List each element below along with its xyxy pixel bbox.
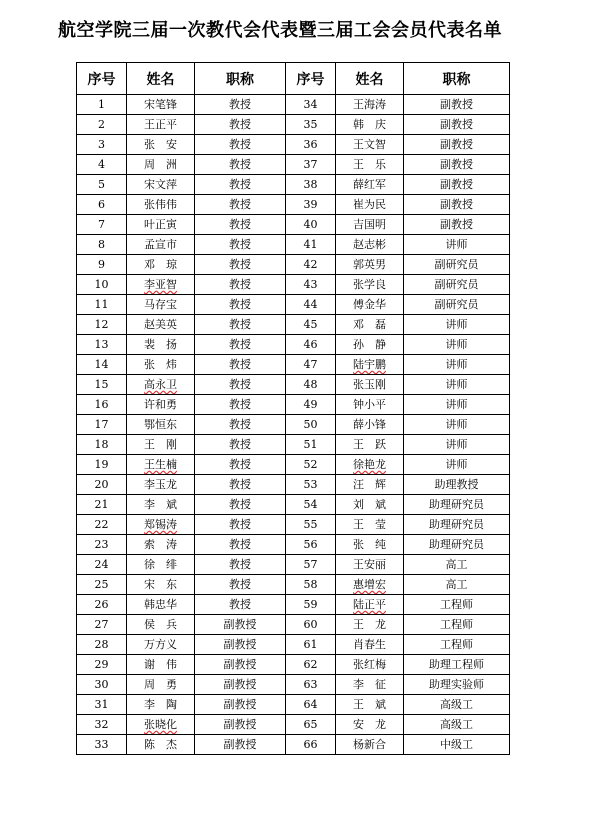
cell-title-right: 讲师 bbox=[404, 395, 510, 415]
cell-title-left: 副教授 bbox=[195, 675, 286, 695]
cell-name-left: 侯 兵 bbox=[127, 615, 195, 635]
cell-name-right: 李 征 bbox=[336, 675, 404, 695]
cell-index-left: 28 bbox=[77, 635, 127, 655]
cell-index-left: 14 bbox=[77, 355, 127, 375]
cell-name-left: 张 炜 bbox=[127, 355, 195, 375]
cell-index-right: 43 bbox=[286, 275, 336, 295]
cell-index-left: 12 bbox=[77, 315, 127, 335]
cell-index-right: 49 bbox=[286, 395, 336, 415]
cell-index-right: 53 bbox=[286, 475, 336, 495]
cell-title-right: 助理教授 bbox=[404, 475, 510, 495]
cell-index-right: 46 bbox=[286, 335, 336, 355]
cell-name-right: 张学良 bbox=[336, 275, 404, 295]
cell-title-right: 副研究员 bbox=[404, 255, 510, 275]
cell-title-left: 教授 bbox=[195, 555, 286, 575]
cell-title-left: 教授 bbox=[195, 515, 286, 535]
table-row bbox=[77, 295, 510, 315]
cell-title-right: 副教授 bbox=[404, 175, 510, 195]
cell-name-left: 谢 伟 bbox=[127, 655, 195, 675]
cell-index-left: 7 bbox=[77, 215, 127, 235]
cell-name-left: 周 勇 bbox=[127, 675, 195, 695]
cell-name-right: 吉国明 bbox=[336, 215, 404, 235]
table-row bbox=[77, 255, 510, 275]
cell-index-left: 6 bbox=[77, 195, 127, 215]
cell-index-right: 35 bbox=[286, 115, 336, 135]
cell-title-left: 教授 bbox=[195, 135, 286, 155]
cell-title-left: 教授 bbox=[195, 375, 286, 395]
cell-name-left: 王正平 bbox=[127, 115, 195, 135]
cell-title-left: 教授 bbox=[195, 295, 286, 315]
cell-title-left: 教授 bbox=[195, 215, 286, 235]
cell-title-left: 教授 bbox=[195, 535, 286, 555]
table-row bbox=[77, 615, 510, 635]
cell-title-right: 副教授 bbox=[404, 115, 510, 135]
cell-title-left: 教授 bbox=[195, 595, 286, 615]
cell-title-right: 副教授 bbox=[404, 95, 510, 115]
cell-index-right: 57 bbox=[286, 555, 336, 575]
cell-title-right: 讲师 bbox=[404, 315, 510, 335]
cell-title-left: 教授 bbox=[195, 495, 286, 515]
cell-name-right: 王 斌 bbox=[336, 695, 404, 715]
cell-name-right: 薛红军 bbox=[336, 175, 404, 195]
cell-title-right: 工程师 bbox=[404, 615, 510, 635]
table-row bbox=[77, 355, 510, 375]
cell-title-left: 教授 bbox=[195, 575, 286, 595]
cell-index-right: 62 bbox=[286, 655, 336, 675]
cell-title-right: 副教授 bbox=[404, 215, 510, 235]
header-index-left: 序号 bbox=[77, 63, 127, 95]
cell-title-right: 工程师 bbox=[404, 635, 510, 655]
table-row bbox=[77, 335, 510, 355]
table-row bbox=[77, 155, 510, 175]
table-row bbox=[77, 675, 510, 695]
cell-name-right: 王 莹 bbox=[336, 515, 404, 535]
table-row bbox=[77, 375, 510, 395]
header-title-left: 职称 bbox=[195, 63, 286, 95]
table-row bbox=[77, 495, 510, 515]
cell-name-right: 孙 静 bbox=[336, 335, 404, 355]
cell-name-left: 鄂恒东 bbox=[127, 415, 195, 435]
cell-title-left: 教授 bbox=[195, 395, 286, 415]
table-row bbox=[77, 715, 510, 735]
cell-index-left: 24 bbox=[77, 555, 127, 575]
cell-name-right: 刘 斌 bbox=[336, 495, 404, 515]
cell-name-left: 李亚智 bbox=[127, 275, 195, 295]
table-row bbox=[77, 635, 510, 655]
cell-name-right: 薛小锋 bbox=[336, 415, 404, 435]
cell-index-left: 26 bbox=[77, 595, 127, 615]
cell-title-left: 副教授 bbox=[195, 615, 286, 635]
table-row bbox=[77, 695, 510, 715]
cell-index-left: 21 bbox=[77, 495, 127, 515]
table-row bbox=[77, 595, 510, 615]
cell-name-right: 韩 庆 bbox=[336, 115, 404, 135]
cell-index-left: 25 bbox=[77, 575, 127, 595]
cell-title-right: 中级工 bbox=[404, 735, 510, 755]
cell-index-right: 60 bbox=[286, 615, 336, 635]
cell-title-left: 教授 bbox=[195, 115, 286, 135]
cell-name-right: 陆宇鹏 bbox=[336, 355, 404, 375]
roster-table bbox=[76, 62, 510, 755]
table-row bbox=[77, 575, 510, 595]
cell-name-left: 张伟伟 bbox=[127, 195, 195, 215]
cell-name-left: 赵美英 bbox=[127, 315, 195, 335]
cell-title-left: 教授 bbox=[195, 435, 286, 455]
cell-title-right: 高工 bbox=[404, 555, 510, 575]
cell-index-right: 37 bbox=[286, 155, 336, 175]
cell-name-left: 徐 绯 bbox=[127, 555, 195, 575]
cell-index-right: 42 bbox=[286, 255, 336, 275]
cell-title-right: 副研究员 bbox=[404, 275, 510, 295]
table-row bbox=[77, 455, 510, 475]
cell-index-left: 10 bbox=[77, 275, 127, 295]
cell-name-left: 万方义 bbox=[127, 635, 195, 655]
cell-index-right: 38 bbox=[286, 175, 336, 195]
cell-name-right: 王海涛 bbox=[336, 95, 404, 115]
cell-index-right: 39 bbox=[286, 195, 336, 215]
cell-name-right: 杨新合 bbox=[336, 735, 404, 755]
cell-index-right: 58 bbox=[286, 575, 336, 595]
cell-title-left: 副教授 bbox=[195, 635, 286, 655]
cell-title-left: 教授 bbox=[195, 235, 286, 255]
cell-index-right: 34 bbox=[286, 95, 336, 115]
cell-index-right: 41 bbox=[286, 235, 336, 255]
cell-index-left: 9 bbox=[77, 255, 127, 275]
cell-name-left: 高永卫 bbox=[127, 375, 195, 395]
cell-index-left: 8 bbox=[77, 235, 127, 255]
table-row bbox=[77, 135, 510, 155]
cell-title-right: 副教授 bbox=[404, 195, 510, 215]
table-row bbox=[77, 415, 510, 435]
cell-name-left: 张晓化 bbox=[127, 715, 195, 735]
cell-name-left: 宋笔锋 bbox=[127, 95, 195, 115]
cell-index-right: 47 bbox=[286, 355, 336, 375]
cell-index-left: 4 bbox=[77, 155, 127, 175]
cell-title-right: 助理研究员 bbox=[404, 515, 510, 535]
cell-name-left: 王生楠 bbox=[127, 455, 195, 475]
cell-name-right: 徐艳龙 bbox=[336, 455, 404, 475]
cell-title-left: 教授 bbox=[195, 455, 286, 475]
cell-name-left: 裴 扬 bbox=[127, 335, 195, 355]
cell-title-right: 讲师 bbox=[404, 415, 510, 435]
cell-name-left: 宋文萍 bbox=[127, 175, 195, 195]
header-row bbox=[77, 63, 510, 95]
cell-name-left: 马存宝 bbox=[127, 295, 195, 315]
table-row bbox=[77, 475, 510, 495]
table-row bbox=[77, 195, 510, 215]
cell-title-left: 教授 bbox=[195, 415, 286, 435]
cell-name-left: 许和勇 bbox=[127, 395, 195, 415]
table-row bbox=[77, 95, 510, 115]
table-row bbox=[77, 215, 510, 235]
cell-name-right: 张玉刚 bbox=[336, 375, 404, 395]
cell-name-right: 郭英男 bbox=[336, 255, 404, 275]
cell-index-left: 20 bbox=[77, 475, 127, 495]
cell-name-right: 汪 辉 bbox=[336, 475, 404, 495]
cell-name-left: 索 涛 bbox=[127, 535, 195, 555]
cell-name-right: 崔为民 bbox=[336, 195, 404, 215]
cell-title-left: 教授 bbox=[195, 195, 286, 215]
cell-title-right: 副研究员 bbox=[404, 295, 510, 315]
table-row bbox=[77, 315, 510, 335]
cell-title-left: 副教授 bbox=[195, 735, 286, 755]
cell-index-right: 48 bbox=[286, 375, 336, 395]
cell-index-right: 51 bbox=[286, 435, 336, 455]
table-row bbox=[77, 395, 510, 415]
cell-index-left: 19 bbox=[77, 455, 127, 475]
cell-title-right: 副教授 bbox=[404, 135, 510, 155]
table-row bbox=[77, 735, 510, 755]
table-row bbox=[77, 535, 510, 555]
cell-index-right: 65 bbox=[286, 715, 336, 735]
cell-name-right: 王文智 bbox=[336, 135, 404, 155]
cell-title-right: 工程师 bbox=[404, 595, 510, 615]
cell-name-left: 孟宣市 bbox=[127, 235, 195, 255]
cell-name-right: 赵志彬 bbox=[336, 235, 404, 255]
cell-title-left: 教授 bbox=[195, 255, 286, 275]
cell-name-left: 陈 杰 bbox=[127, 735, 195, 755]
table-row bbox=[77, 555, 510, 575]
cell-index-right: 63 bbox=[286, 675, 336, 695]
cell-title-left: 教授 bbox=[195, 335, 286, 355]
table-row bbox=[77, 115, 510, 135]
cell-title-right: 高级工 bbox=[404, 695, 510, 715]
cell-title-left: 教授 bbox=[195, 475, 286, 495]
cell-title-right: 讲师 bbox=[404, 435, 510, 455]
cell-index-right: 36 bbox=[286, 135, 336, 155]
cell-index-right: 54 bbox=[286, 495, 336, 515]
cell-index-left: 2 bbox=[77, 115, 127, 135]
cell-name-right: 钟小平 bbox=[336, 395, 404, 415]
cell-index-left: 15 bbox=[77, 375, 127, 395]
header-name-right: 姓名 bbox=[336, 63, 404, 95]
cell-title-right: 副教授 bbox=[404, 155, 510, 175]
cell-name-left: 韩忠华 bbox=[127, 595, 195, 615]
cell-name-left: 李玉龙 bbox=[127, 475, 195, 495]
document-title: 航空学院三届一次教代会代表暨三届工会会员代表名单 bbox=[58, 20, 502, 41]
header-index-right: 序号 bbox=[286, 63, 336, 95]
cell-index-right: 45 bbox=[286, 315, 336, 335]
cell-name-right: 王安丽 bbox=[336, 555, 404, 575]
cell-index-left: 23 bbox=[77, 535, 127, 555]
cell-index-left: 11 bbox=[77, 295, 127, 315]
cell-title-right: 助理研究员 bbox=[404, 535, 510, 555]
cell-title-left: 副教授 bbox=[195, 695, 286, 715]
cell-name-left: 邓 琼 bbox=[127, 255, 195, 275]
cell-title-left: 教授 bbox=[195, 355, 286, 375]
cell-title-right: 助理研究员 bbox=[404, 495, 510, 515]
cell-title-left: 副教授 bbox=[195, 655, 286, 675]
cell-name-left: 周 洲 bbox=[127, 155, 195, 175]
cell-title-right: 助理实验师 bbox=[404, 675, 510, 695]
cell-title-right: 讲师 bbox=[404, 335, 510, 355]
cell-index-right: 50 bbox=[286, 415, 336, 435]
cell-title-right: 讲师 bbox=[404, 235, 510, 255]
cell-title-left: 教授 bbox=[195, 315, 286, 335]
cell-title-right: 讲师 bbox=[404, 355, 510, 375]
cell-name-left: 张 安 bbox=[127, 135, 195, 155]
cell-index-right: 64 bbox=[286, 695, 336, 715]
cell-index-right: 66 bbox=[286, 735, 336, 755]
cell-index-left: 5 bbox=[77, 175, 127, 195]
cell-index-left: 29 bbox=[77, 655, 127, 675]
cell-title-left: 教授 bbox=[195, 275, 286, 295]
cell-title-right: 助理工程师 bbox=[404, 655, 510, 675]
cell-name-right: 陆正平 bbox=[336, 595, 404, 615]
cell-index-right: 59 bbox=[286, 595, 336, 615]
table-row bbox=[77, 435, 510, 455]
cell-name-right: 傅金华 bbox=[336, 295, 404, 315]
table-row bbox=[77, 275, 510, 295]
cell-name-left: 宋 东 bbox=[127, 575, 195, 595]
cell-title-right: 高工 bbox=[404, 575, 510, 595]
cell-index-left: 13 bbox=[77, 335, 127, 355]
cell-title-left: 教授 bbox=[195, 175, 286, 195]
cell-index-left: 31 bbox=[77, 695, 127, 715]
cell-index-right: 55 bbox=[286, 515, 336, 535]
cell-index-left: 27 bbox=[77, 615, 127, 635]
cell-name-left: 李 斌 bbox=[127, 495, 195, 515]
cell-title-left: 教授 bbox=[195, 95, 286, 115]
header-name-left: 姓名 bbox=[127, 63, 195, 95]
cell-name-right: 王 龙 bbox=[336, 615, 404, 635]
cell-name-right: 惠增宏 bbox=[336, 575, 404, 595]
cell-title-right: 高级工 bbox=[404, 715, 510, 735]
header-title-right: 职称 bbox=[404, 63, 510, 95]
cell-title-left: 教授 bbox=[195, 155, 286, 175]
cell-index-right: 52 bbox=[286, 455, 336, 475]
cell-name-right: 王 乐 bbox=[336, 155, 404, 175]
cell-name-right: 王 跃 bbox=[336, 435, 404, 455]
cell-index-left: 16 bbox=[77, 395, 127, 415]
cell-name-right: 邓 磊 bbox=[336, 315, 404, 335]
cell-index-left: 33 bbox=[77, 735, 127, 755]
cell-index-right: 61 bbox=[286, 635, 336, 655]
cell-index-right: 56 bbox=[286, 535, 336, 555]
cell-index-left: 32 bbox=[77, 715, 127, 735]
cell-index-left: 3 bbox=[77, 135, 127, 155]
table-row bbox=[77, 235, 510, 255]
cell-name-left: 王 刚 bbox=[127, 435, 195, 455]
cell-title-right: 讲师 bbox=[404, 455, 510, 475]
table-row bbox=[77, 655, 510, 675]
cell-index-left: 17 bbox=[77, 415, 127, 435]
cell-name-right: 张红梅 bbox=[336, 655, 404, 675]
cell-index-left: 22 bbox=[77, 515, 127, 535]
cell-title-left: 副教授 bbox=[195, 715, 286, 735]
cell-index-right: 44 bbox=[286, 295, 336, 315]
cell-index-left: 30 bbox=[77, 675, 127, 695]
table-row bbox=[77, 175, 510, 195]
cell-name-left: 郑锡涛 bbox=[127, 515, 195, 535]
table-row bbox=[77, 515, 510, 535]
cell-index-left: 1 bbox=[77, 95, 127, 115]
cell-index-right: 40 bbox=[286, 215, 336, 235]
cell-name-right: 安 龙 bbox=[336, 715, 404, 735]
cell-title-right: 讲师 bbox=[404, 375, 510, 395]
cell-index-left: 18 bbox=[77, 435, 127, 455]
cell-name-right: 肖春生 bbox=[336, 635, 404, 655]
cell-name-left: 叶正寅 bbox=[127, 215, 195, 235]
cell-name-right: 张 纯 bbox=[336, 535, 404, 555]
cell-name-left: 李 陶 bbox=[127, 695, 195, 715]
roster-body bbox=[77, 95, 510, 755]
